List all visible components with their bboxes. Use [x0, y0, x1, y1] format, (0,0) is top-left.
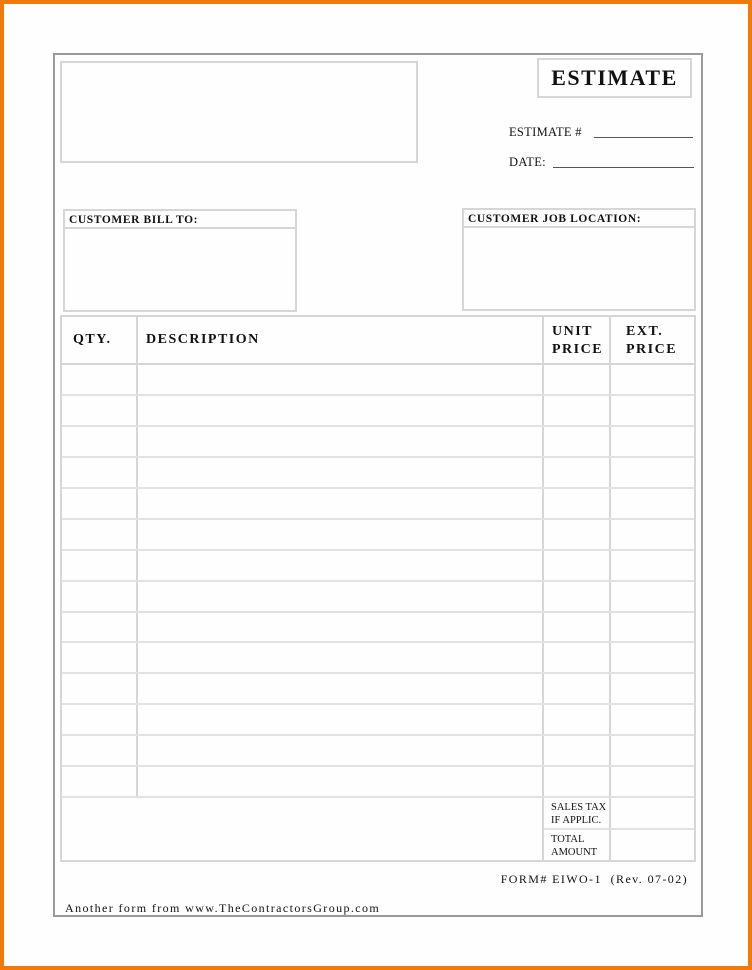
sales-tax-label-line1: SALES TAX [551, 802, 607, 813]
form-id: FORM# EIWO-1 (Rev. 07-02) [500, 872, 688, 886]
column-divider-unit-price [609, 317, 611, 860]
customer-job-location-field[interactable] [464, 228, 694, 308]
row-line [62, 487, 694, 489]
header-unit-price-line2: PRICE [552, 342, 604, 357]
line-items-table [60, 315, 696, 862]
row-line [62, 641, 694, 643]
header-unit-price-line1: UNIT [552, 324, 594, 339]
row-line [62, 394, 694, 396]
estimate-number-field[interactable] [594, 137, 693, 138]
footer-credit: Another form from www.TheContractorsGroup.com [65, 901, 381, 915]
row-line [62, 425, 694, 427]
column-divider-description [542, 317, 544, 860]
row-line [62, 796, 694, 798]
row-line [62, 580, 694, 582]
total-amount-field[interactable] [611, 830, 694, 860]
sales-tax-label [551, 801, 606, 827]
header-unit-price [552, 323, 603, 359]
header-ext-price [626, 323, 677, 359]
total-amount-label-line1: TOTAL [551, 834, 585, 845]
sales-tax-label-line2: IF APPLIC. [551, 815, 602, 826]
header-qty: QTY. [73, 332, 112, 347]
row-line [62, 518, 694, 520]
date-field[interactable] [553, 167, 694, 168]
customer-bill-to-label: CUSTOMER BILL TO: [65, 211, 295, 229]
row-line [62, 549, 694, 551]
sales-tax-field[interactable] [611, 798, 694, 828]
header-divider [62, 363, 694, 365]
customer-job-location-box [462, 208, 696, 311]
form-title: ESTIMATE [537, 58, 692, 98]
estimate-number-label: ESTIMATE # [509, 125, 582, 139]
column-divider-qty [136, 317, 138, 797]
row-line [62, 611, 694, 613]
company-logo-area[interactable] [60, 61, 418, 163]
customer-bill-to-box [63, 209, 297, 312]
row-line [62, 672, 694, 674]
row-line [62, 765, 694, 767]
row-line [62, 456, 694, 458]
customer-job-location-label: CUSTOMER JOB LOCATION: [464, 210, 694, 228]
header-ext-price-line1: EXT. [626, 324, 664, 339]
total-amount-label [551, 833, 597, 859]
header-description: DESCRIPTION [146, 332, 260, 347]
row-line [62, 734, 694, 736]
header-ext-price-line2: PRICE [626, 342, 678, 357]
total-amount-label-line2: AMOUNT [551, 847, 598, 858]
date-label: DATE: [509, 155, 546, 169]
row-line [62, 703, 694, 705]
customer-bill-to-field[interactable] [65, 229, 295, 309]
